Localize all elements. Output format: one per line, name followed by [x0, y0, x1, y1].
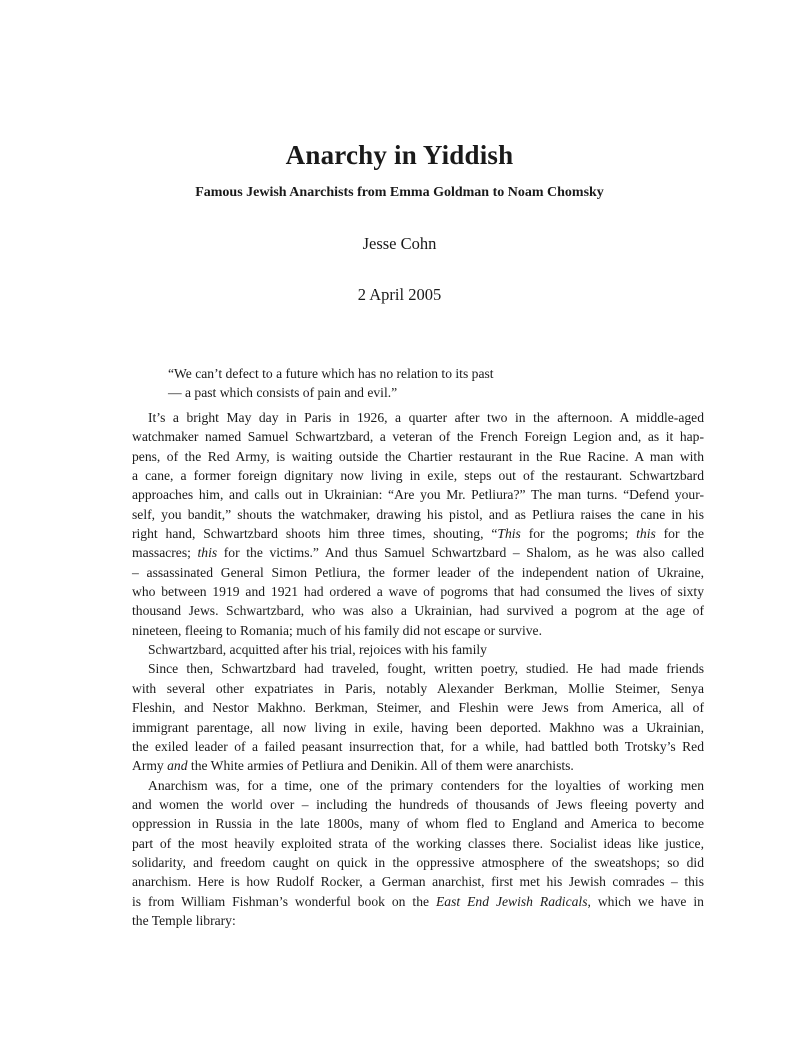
text-line: self, you bandit,” shouts the watchmaker, drawing his pistol, and as Petliura raises the cane in his: [132, 506, 704, 522]
text-line: thousand Jews. Schwartzbard, who was also a Ukrainian, had survived a pogrom at the age of: [132, 603, 704, 619]
text-line: a cane, a former foreign dignitary now living in exile, steps out of the restaurant. Schwartzbard: [132, 468, 704, 484]
text-line: [132, 892, 704, 911]
text-run: for the: [655, 526, 704, 542]
text-line: the Temple library:: [132, 912, 236, 928]
text-line: – assassinated General Simon Petliura, the former leader of the independent nation of Ukraine,: [132, 564, 704, 580]
emphasis: East End Jewish Radicals: [436, 893, 588, 909]
emphasis: This: [497, 526, 521, 542]
text-line: It’s a bright May day in Paris in 1926, a quarter after two in the afternoon. A middle-aged: [148, 410, 704, 425]
text-line: [132, 756, 704, 775]
text-line: and women the world over – including the hundreds of thousands of Jews fleeing poverty and: [132, 796, 704, 812]
document-body: [132, 408, 704, 930]
text-run: is from William Fishman’s wonderful book on the: [132, 893, 436, 909]
document-subtitle: Famous Jewish Anarchists from Emma Goldman to Noam Chomsky: [195, 185, 604, 200]
epigraph-line: — a past which consists of pain and evil.”: [168, 385, 398, 401]
text-line: the exiled leader of a failed peasant insurrection that, for a while, had battled both Trotsky’s Red: [132, 738, 704, 754]
document-date: 2 April 2005: [357, 285, 442, 304]
text-line: Since then, Schwartzbard had traveled, fought, written poetry, studied. He had made friends: [148, 661, 704, 677]
document-author: Jesse Cohn: [362, 234, 437, 253]
text-line: Fleshin, and Nestor Makhno. Berkman, Steimer, and Fleshin were Jews from America, all of: [132, 700, 704, 716]
text-run: the White armies of Petliura and Denikin. All of them were anarchists.: [187, 758, 574, 774]
text-run: Army: [132, 758, 168, 774]
epigraph-line: “We can’t defect to a future which has no relation to its past: [168, 366, 494, 381]
document-title: Anarchy in Yiddish: [285, 140, 514, 170]
text-run: massacres;: [132, 545, 198, 561]
text-line: nineteen, fleeing to Romania; much of his family did not escape or survive.: [132, 622, 542, 638]
text-line: [132, 543, 704, 562]
emphasis: this: [636, 526, 656, 542]
text-run: for the pogroms;: [520, 526, 637, 542]
paragraph: [132, 408, 704, 640]
text-line: watchmaker named Samuel Schwartzbard, a veteran of the French Foreign Legion and, as it hap-: [132, 429, 704, 445]
paragraph: [132, 659, 704, 775]
text-line: Anarchism was, for a time, one of the primary contenders for the loyalties of working men: [148, 777, 704, 793]
paragraph: [132, 776, 704, 931]
text-line: pens, of the Red Army, is waiting outside the Chartier restaurant in the Rue Racine. A man with: [132, 448, 704, 464]
emphasis: this: [197, 545, 218, 561]
text-line: who between 1919 and 1921 had ordered a wave of pogroms that had consumed the lives of sixty: [132, 584, 704, 600]
text-line: approaches him, and calls out in Ukrainian: “Are you Mr. Petliura?” The man turns. “Defend your-: [132, 487, 704, 503]
epigraph: [168, 364, 648, 403]
emphasis: and: [167, 758, 188, 774]
text-line: [132, 524, 704, 543]
text-line: immigrant parentage, all now living in exile, having been deported. Makhno was a Ukrainian,: [132, 719, 704, 735]
text-line: solidarity, and freedom caught on quick in the oppressive atmosphere of the sweatshops; so did: [132, 854, 704, 870]
text-line: with several other expatriates in Paris, notably Alexander Berkman, Mollie Steimer, Senya: [132, 680, 704, 696]
image-caption: Schwartzbard, acquitted after his trial, rejoices with his family: [148, 642, 487, 658]
text-run: for the victims.” And thus Samuel Schwartzbard – Shalom, as he was also called: [217, 545, 705, 561]
text-line: part of the most heavily exploited strata of the working classes there. Socialist ideas like justice,: [132, 835, 704, 851]
text-line: anarchism. Here is how Rudolf Rocker, a German anarchist, first met his Jewish comrades – this: [132, 874, 704, 890]
text-run: , which we have in: [587, 893, 704, 909]
text-line: oppression in Russia in the late 1800s, many of whom fled to England and America to become: [132, 816, 704, 832]
text-run: right hand, Schwartzbard shoots him three times, shouting, “: [132, 526, 498, 542]
